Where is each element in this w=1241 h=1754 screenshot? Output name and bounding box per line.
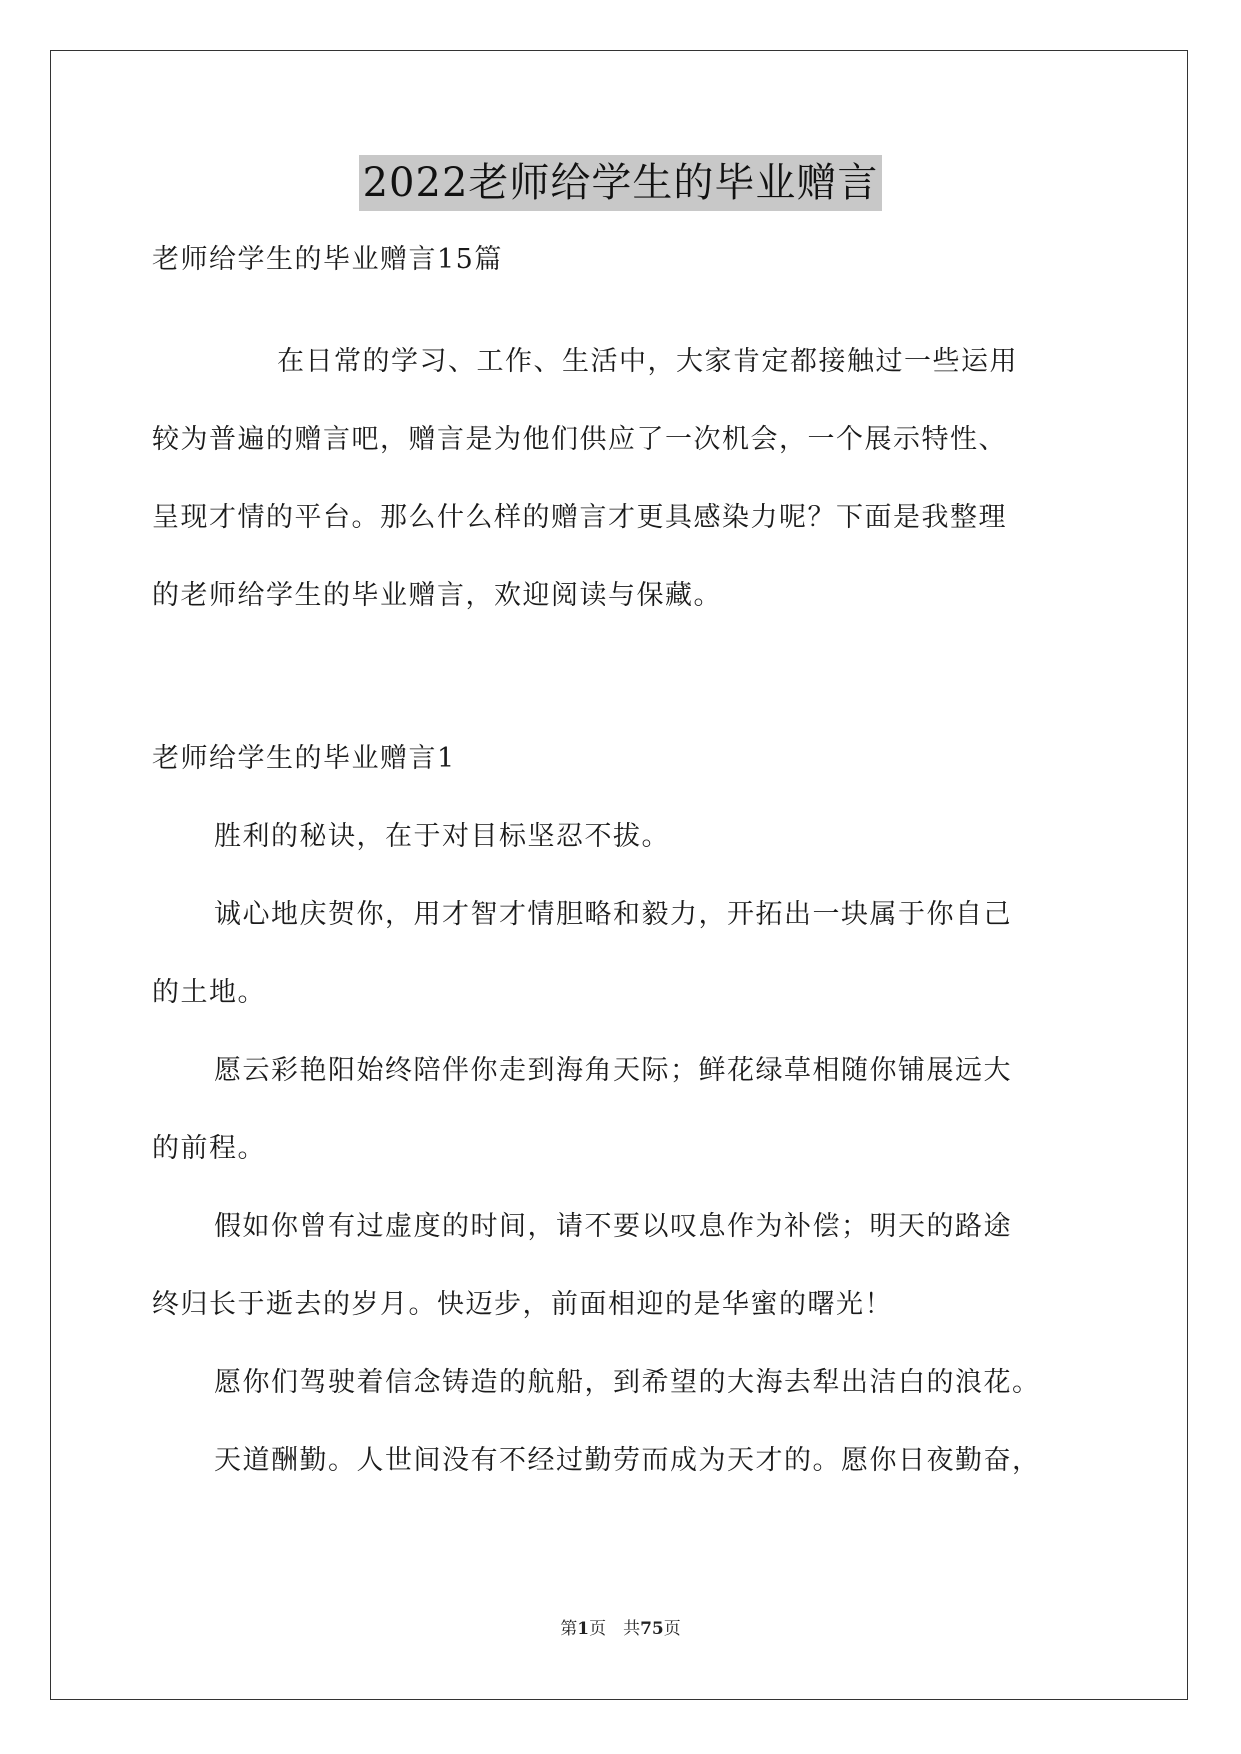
body-line: 的前程。 <box>152 1133 266 1164</box>
footer-mid: 页 共 <box>589 1619 641 1639</box>
body-line: 愿云彩艳阳始终陪伴你走到海角天际；鲜花绿草相随你铺展远大 <box>214 1055 1012 1086</box>
document-title: 2022老师给学生的毕业赠言 <box>359 155 883 211</box>
title-container <box>0 155 1241 211</box>
page-footer <box>0 1617 1241 1641</box>
intro-line: 的老师给学生的毕业赠言，欢迎阅读与保藏。 <box>152 580 722 611</box>
footer-suffix: 页 <box>663 1619 681 1639</box>
footer-prefix: 第 <box>560 1619 578 1639</box>
body-line: 胜利的秘诀，在于对目标坚忍不拔。 <box>214 821 670 852</box>
body-line: 终归长于逝去的岁月。快迈步，前面相迎的是华蜜的曙光！ <box>152 1289 893 1320</box>
section-heading: 老师给学生的毕业赠言1 <box>152 743 456 774</box>
body-line: 愿你们驾驶着信念铸造的航船，到希望的大海去犁出洁白的浪花。 <box>214 1367 1041 1398</box>
body-line: 假如你曾有过虚度的时间，请不要以叹息作为补偿；明天的路途 <box>214 1211 1012 1242</box>
body-line: 天道酬勤。人世间没有不经过勤劳而成为天才的。愿你日夜勤奋， <box>214 1445 1041 1476</box>
current-page-number: 1 <box>577 1619 590 1639</box>
body-line: 诚心地庆贺你，用才智才情胆略和毅力，开拓出一块属于你自己 <box>214 899 1012 930</box>
intro-line: 较为普遍的赠言吧，赠言是为他们供应了一次机会，一个展示特性、 <box>152 424 1007 455</box>
document-subtitle: 老师给学生的毕业赠言15篇 <box>152 244 503 275</box>
intro-line: 呈现才情的平台。那么什么样的赠言才更具感染力呢？下面是我整理 <box>152 502 1007 533</box>
body-line: 的土地。 <box>152 977 266 1008</box>
intro-line: 在日常的学习、工作、生活中，大家肯定都接触过一些运用 <box>277 346 1018 377</box>
total-pages-number: 75 <box>640 1619 664 1639</box>
